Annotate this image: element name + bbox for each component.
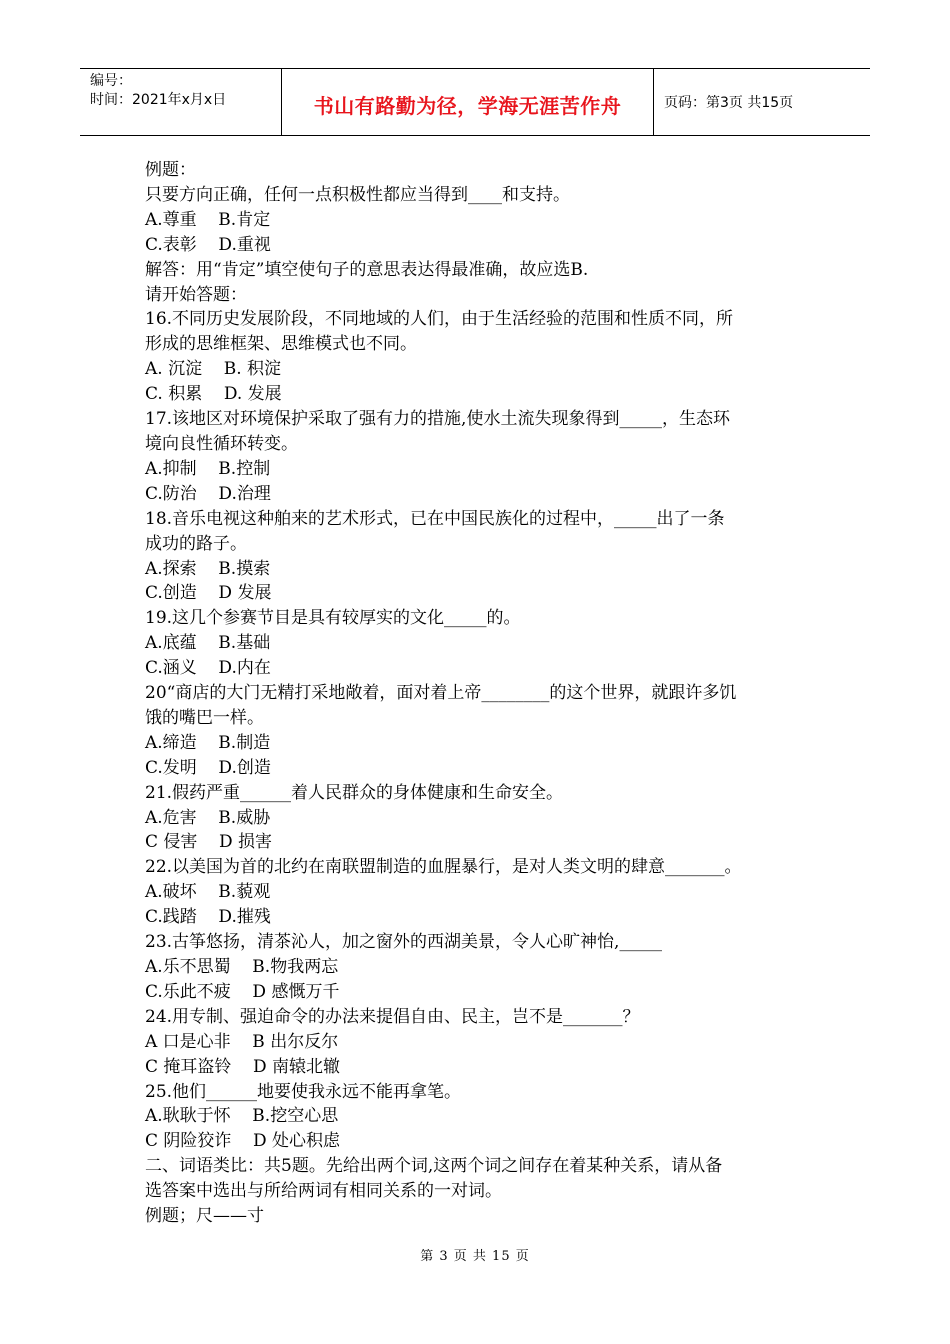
text-line: 选答案中选出与所给两词有相同关系的一对词。 (145, 1181, 502, 1202)
text-line: 请开始答题： (145, 284, 247, 305)
text-line: 境向良性循环转变。 (145, 433, 298, 454)
text-line: C.发明 D.创造 (145, 757, 271, 778)
motto: 书山有路勤为径，学海无涯苦作舟 (313, 93, 622, 118)
header-info-cell (80, 69, 282, 135)
text-line: C.防治 D.治理 (145, 483, 271, 504)
text-line: C.乐此不疲 D 感慨万千 (145, 981, 340, 1002)
text-line: A.底蕴 B.基础 (145, 633, 271, 654)
text-line: 24.用专制、强迫命令的办法来提倡自由、民主，岂不是_______？ (145, 1006, 640, 1027)
text-line: 21.假药严重______着人民群众的身体健康和生命安全。 (145, 782, 564, 803)
text-line: C.创造 D 发展 (145, 583, 272, 604)
text-line: A 口是心非 B 出尔反尔 (145, 1031, 339, 1052)
text-line: 例题： (145, 160, 196, 180)
document-number: 编号： (90, 73, 132, 89)
text-line: 17.该地区对环境保护采取了强有力的措施,使水土流失现象得到_____，生态环 (145, 409, 730, 430)
text-line: C 侵害 D 损害 (145, 832, 273, 853)
text-line: C 阴险狡诈 D 处心积虑 (145, 1131, 341, 1152)
text-line: 25.他们______地要使我永远不能再拿笔。 (145, 1081, 462, 1102)
header-page-cell (654, 69, 870, 135)
text-line: 成功的路子。 (145, 533, 247, 554)
text-line: A.耿耿于怀 B.挖空心思 (145, 1106, 339, 1127)
header-table (80, 68, 870, 136)
text-line: 19.这几个参赛节目是具有较厚实的文化_____的。 (145, 608, 521, 629)
text-line: 22.以美国为首的北约在南联盟制造的血腥暴行，是对人类文明的肆意_______。 (145, 857, 742, 878)
text-line: A.破坏 B.藐观 (145, 882, 271, 903)
header-motto-cell (282, 69, 654, 135)
text-line: A.乐不思蜀 B.物我两忘 (145, 957, 339, 977)
document-body (145, 158, 815, 1229)
text-line: 例题；尺——寸 (145, 1206, 264, 1227)
text-line: 饿的嘴巴一样。 (145, 707, 264, 728)
text-line: 18.音乐电视这种舶来的艺术形式，已在中国民族化的过程中，_____出了一条 (145, 508, 725, 529)
text-line: 只要方向正确，任何一点积极性都应当得到____和支持。 (145, 184, 570, 205)
text-line: A.缔造 B.制造 (145, 732, 271, 753)
text-line: C.表彰 D.重视 (145, 234, 271, 255)
text-line: 二、词语类比：共5题。先给出两个词,这两个词之间存在着某种关系，请从备 (145, 1156, 723, 1177)
text-line: C. 积累 D. 发展 (145, 384, 282, 405)
footer-page-number: 第 3 页 共 15 页 (420, 1249, 530, 1264)
text-line: 20“商店的大门无精打采地敞着，面对着上帝________的这个世界，就跟许多饥 (145, 683, 737, 704)
text-line: A. 沉淀 B. 积淀 (145, 359, 281, 380)
text-line: 解答：用“肯定”填空使句子的意思表达得最准确，故应选B. (145, 259, 589, 280)
text-line: C.涵义 D.内在 (145, 658, 271, 679)
text-line: C.践踏 D.摧残 (145, 907, 271, 928)
header-page-number: 页码：第3页 共15页 (664, 95, 794, 111)
page-footer (0, 1245, 950, 1264)
text-line: A.尊重 B.肯定 (145, 209, 271, 230)
text-line: C 掩耳盗铃 D 南辕北辙 (145, 1056, 341, 1077)
text-line: 16.不同历史发展阶段，不同地域的人们，由于生活经验的范围和性质不同，所 (145, 309, 734, 330)
text-line: A.危害 B.威胁 (145, 807, 271, 828)
text-line: 形成的思维框架、思维模式也不同。 (145, 334, 417, 355)
text-line: 23.古筝悠扬，清茶沁人，加之窗外的西湖美景，令人心旷神怡,_____ (145, 932, 662, 953)
text-line: A.抑制 B.控制 (145, 458, 271, 479)
text-line: A.探索 B.摸索 (145, 558, 271, 579)
document-date: 时间：2021年x月x日 (90, 92, 227, 108)
